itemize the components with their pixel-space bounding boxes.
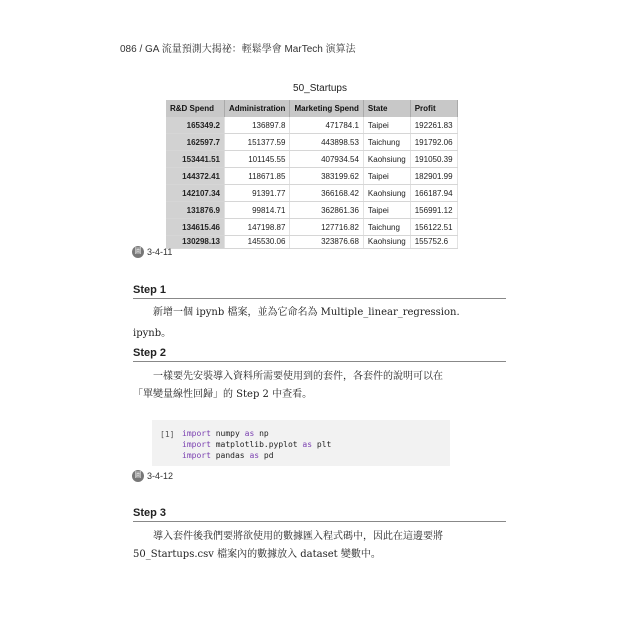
- paragraph-line: 新增一個 ipynb 檔案，並為它命名為 Multiple_linear_regression.: [153, 307, 460, 318]
- table-cell: 383199.62: [290, 168, 363, 185]
- figure-caption: [132, 246, 172, 258]
- step-paragraph-continued: [133, 323, 473, 344]
- step-heading: Step 2: [133, 347, 167, 359]
- table-row: [166, 202, 457, 219]
- table-cell: 166187.94: [410, 185, 457, 202]
- table-cell: 151377.59: [225, 134, 290, 151]
- table-cell: 130298.13: [166, 236, 225, 249]
- column-header: Administration: [225, 100, 290, 117]
- table-row: [166, 168, 457, 185]
- code-line: import numpy as np: [182, 429, 269, 438]
- table-cell: 101145.55: [225, 151, 290, 168]
- cell-number: [1]: [160, 430, 175, 439]
- code-line: import pandas as pd: [182, 451, 274, 460]
- table-cell: Taipei: [363, 117, 410, 134]
- table-cell: 142107.34: [166, 185, 225, 202]
- table-cell: 156122.51: [410, 219, 457, 236]
- figure-caption: [132, 470, 173, 482]
- data-table: [166, 100, 458, 249]
- table-cell: 471784.1: [290, 117, 363, 134]
- table-cell: 182901.99: [410, 168, 457, 185]
- table-cell: 156991.12: [410, 202, 457, 219]
- table-cell: 192261.83: [410, 117, 457, 134]
- table-row: [166, 219, 457, 236]
- paragraph-line: 一樣要先安裝導入資料所需要使用到的套件，各套件的說明可以在: [153, 371, 443, 382]
- figure-icon: 圖: [132, 470, 144, 482]
- table-cell: Taichung: [363, 219, 410, 236]
- step-paragraph-continued: [133, 544, 473, 565]
- table-cell: 191050.39: [410, 151, 457, 168]
- step-heading: Step 1: [133, 284, 167, 296]
- table-cell: 191792.06: [410, 134, 457, 151]
- paragraph-line: 「單變量線性回歸」的 Step 2 中查看。: [133, 389, 313, 400]
- figure-label: 3-4-12: [147, 471, 174, 481]
- page-header: 086 / GA 流量預測大揭祕：輕鬆學會 MarTech 演算法: [120, 44, 356, 55]
- step-heading: Step 3: [133, 507, 167, 519]
- table-cell: 153441.51: [166, 151, 225, 168]
- table-cell: 145530.06: [225, 236, 290, 249]
- table-row: [166, 185, 457, 202]
- table-cell: Taipei: [363, 202, 410, 219]
- table-cell: 127716.82: [290, 219, 363, 236]
- column-header: State: [363, 100, 410, 117]
- column-header: Profit: [410, 100, 457, 117]
- table-cell: 136897.8: [225, 117, 290, 134]
- column-header: Marketing Spend: [290, 100, 363, 117]
- table-cell: 407934.54: [290, 151, 363, 168]
- table-cell: Kaohsiung: [363, 151, 410, 168]
- table-cell: 131876.9: [166, 202, 225, 219]
- step-paragraph: [133, 302, 473, 323]
- code-line: import matplotlib.pyplot as plt: [182, 440, 332, 449]
- table-cell: 162597.7: [166, 134, 225, 151]
- table-cell: 323876.68: [290, 236, 363, 249]
- table-title: 50_Startups: [293, 83, 347, 94]
- table-cell: Taipei: [363, 168, 410, 185]
- table-cell: 134615.46: [166, 219, 225, 236]
- table-row: [166, 134, 457, 151]
- table-cell: 366168.42: [290, 185, 363, 202]
- code-cell: [152, 420, 450, 466]
- paragraph-line: ipynb。: [133, 328, 172, 339]
- table-row: [166, 151, 457, 168]
- table-row: [166, 117, 457, 134]
- paragraph-line: 50_Startups.csv 檔案內的數據放入 dataset 變數中。: [133, 549, 381, 560]
- table-cell: 155752.6: [410, 236, 457, 249]
- step-paragraph-continued: [133, 384, 473, 405]
- table-row: [166, 236, 457, 249]
- table-cell: 99814.71: [225, 202, 290, 219]
- table-header-row: [166, 100, 457, 117]
- table-cell: 91391.77: [225, 185, 290, 202]
- table-cell: Kaohsiung: [363, 236, 410, 249]
- figure-icon: 圖: [132, 246, 144, 258]
- table-cell: 443898.53: [290, 134, 363, 151]
- table-cell: Taichung: [363, 134, 410, 151]
- table-cell: Kaohsiung: [363, 185, 410, 202]
- paragraph-line: 導入套件後我們要將欲使用的數據匯入程式碼中，因此在這邊要將: [153, 531, 443, 542]
- table-cell: 362861.36: [290, 202, 363, 219]
- table-cell: 144372.41: [166, 168, 225, 185]
- table-cell: 118671.85: [225, 168, 290, 185]
- table-cell: 165349.2: [166, 117, 225, 134]
- figure-label: 3-4-11: [147, 247, 173, 257]
- table-cell: 147198.87: [225, 219, 290, 236]
- column-header: R&D Spend: [166, 100, 225, 117]
